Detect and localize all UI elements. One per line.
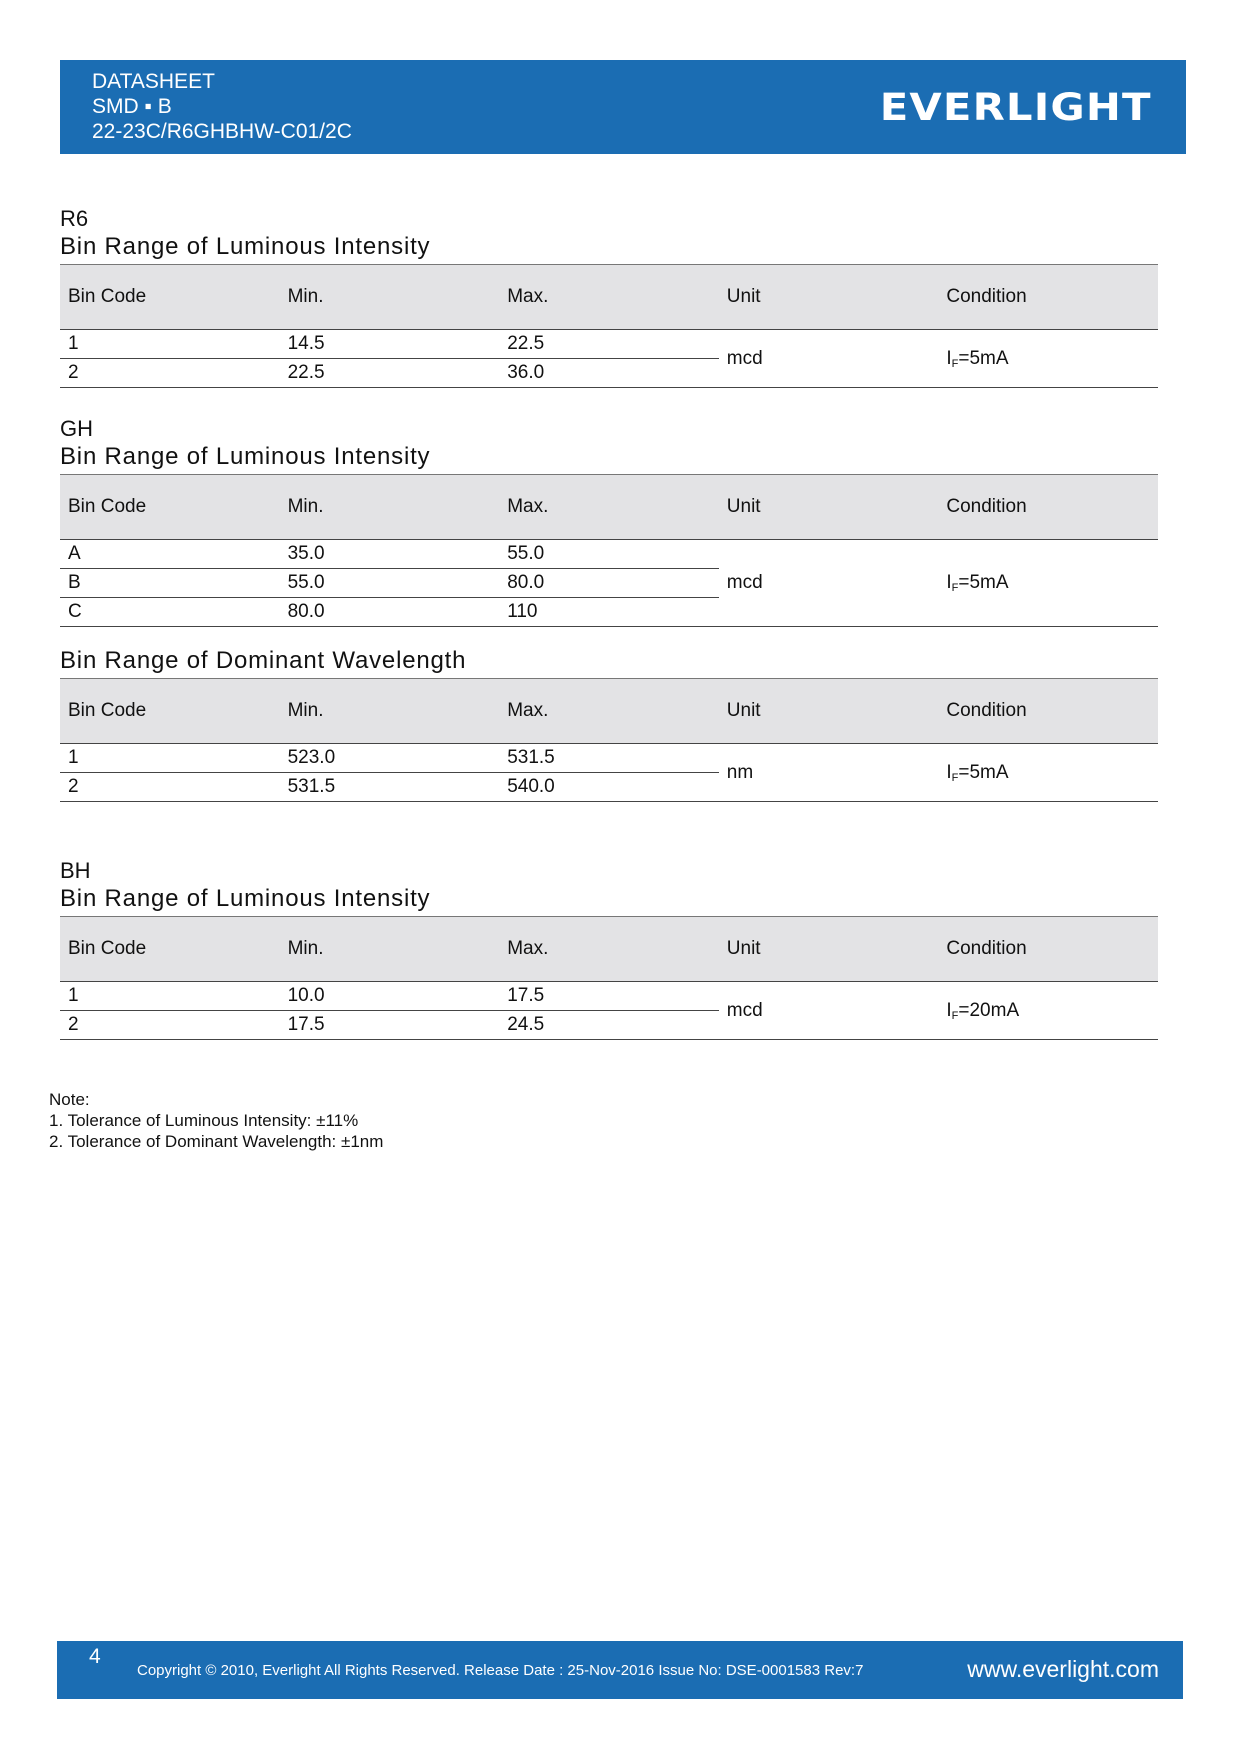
column-header: Condition [938,265,1158,330]
column-header: Bin Code [60,265,280,330]
product-series: SMD ▪ B [92,95,172,118]
header-banner [60,60,1186,154]
column-header: Max. [499,917,719,982]
table-cell: 1 [60,744,280,773]
condition-subscript: F [951,357,959,370]
table-row [60,982,1158,1011]
condition-symbol: I [946,999,952,1021]
table-cell: 523.0 [280,744,500,773]
column-header: Unit [719,475,939,540]
table-cell: 531.5 [280,773,500,802]
column-header: Min. [280,265,500,330]
table-cell: 540.0 [499,773,719,802]
copyright-text: Copyright © 2010, Everlight All Rights Reserved. Release Date : 25-Nov-2016 Issue No: DSE-0001583 Rev:7 [137,1662,864,1679]
condition-subscript: F [951,582,959,594]
section-title: Bin Range of Luminous Intensity [60,443,431,470]
condition-value: =5mA [958,572,1009,593]
table-cell: 1 [60,330,280,359]
note-heading: Note: [49,1090,90,1109]
table-cell: 110 [499,598,719,627]
unit-cell: mcd [719,330,939,388]
table-cell: 2 [60,773,280,802]
part-number: 22-23C/R6GHBHW-C01/2C [92,120,352,143]
column-header: Bin Code [60,917,280,982]
doc-type: DATASHEET [92,70,215,93]
column-header: Unit [719,679,939,744]
section-code: GH [60,416,93,441]
table-cell: 2 [60,1011,280,1040]
condition-symbol: I [946,347,952,369]
table-cell: 14.5 [280,330,500,359]
table-cell: 17.5 [499,982,719,1011]
table-cell: 55.0 [280,569,500,598]
table-header-row [60,917,1158,982]
website-link[interactable]: www.everlight.com [967,1656,1159,1682]
condition-cell [938,982,1158,1040]
condition-cell [938,540,1158,627]
bin-table [60,474,1158,627]
table-cell: 10.0 [280,982,500,1011]
page-number: 4 [89,1645,101,1668]
column-header: Max. [499,679,719,744]
note-item: 1. Tolerance of Luminous Intensity: ±11% [49,1111,359,1130]
table-header-row [60,265,1158,330]
condition-cell [938,744,1158,802]
column-header: Bin Code [60,475,280,540]
section-title: Bin Range of Dominant Wavelength [60,647,467,674]
header-lines [92,69,352,144]
section-title: Bin Range of Luminous Intensity [60,233,431,260]
unit-cell: mcd [719,982,939,1040]
column-header: Condition [938,475,1158,540]
table-cell: 17.5 [280,1011,500,1040]
column-header: Condition [938,679,1158,744]
bin-table [60,916,1158,1040]
bin-table [60,678,1158,802]
table-cell: 1 [60,982,280,1011]
condition-value: =20mA [958,999,1020,1021]
footer-banner [57,1641,1183,1699]
section-code: R6 [60,206,89,231]
section-title: Bin Range of Luminous Intensity [60,885,431,912]
table-cell: 80.0 [499,569,719,598]
table-cell: 2 [60,359,280,388]
section-code: BH [60,858,91,883]
table-cell: 80.0 [280,598,500,627]
table-row [60,540,1158,569]
condition-value: =5mA [958,347,1009,369]
column-header: Min. [280,917,500,982]
condition-cell [938,330,1158,388]
condition-symbol: I [946,761,952,783]
condition-symbol: I [946,572,952,593]
table-cell: 24.5 [499,1011,719,1040]
table-row [60,744,1158,773]
table-cell: A [60,540,280,569]
table-cell: 55.0 [499,540,719,569]
column-header: Bin Code [60,679,280,744]
table-cell: 22.5 [499,330,719,359]
everlight-logo: EVERLIGHT [880,86,1152,129]
bin-table [60,264,1158,388]
notes [49,1089,383,1152]
table-cell: C [60,598,280,627]
column-header: Unit [719,917,939,982]
table-header-row [60,475,1158,540]
unit-cell: nm [719,744,939,802]
condition-value: =5mA [958,761,1009,783]
note-item: 2. Tolerance of Dominant Wavelength: ±1nm [49,1132,384,1151]
table-cell: 531.5 [499,744,719,773]
column-header: Unit [719,265,939,330]
table-cell: 36.0 [499,359,719,388]
table-header-row [60,679,1158,744]
table-cell: B [60,569,280,598]
column-header: Min. [280,475,500,540]
table-cell: 22.5 [280,359,500,388]
condition-subscript: F [951,771,959,784]
table-cell: 35.0 [280,540,500,569]
unit-cell: mcd [719,540,939,627]
column-header: Max. [499,475,719,540]
condition-subscript: F [951,1009,959,1022]
column-header: Min. [280,679,500,744]
table-row [60,330,1158,359]
column-header: Max. [499,265,719,330]
column-header: Condition [938,917,1158,982]
